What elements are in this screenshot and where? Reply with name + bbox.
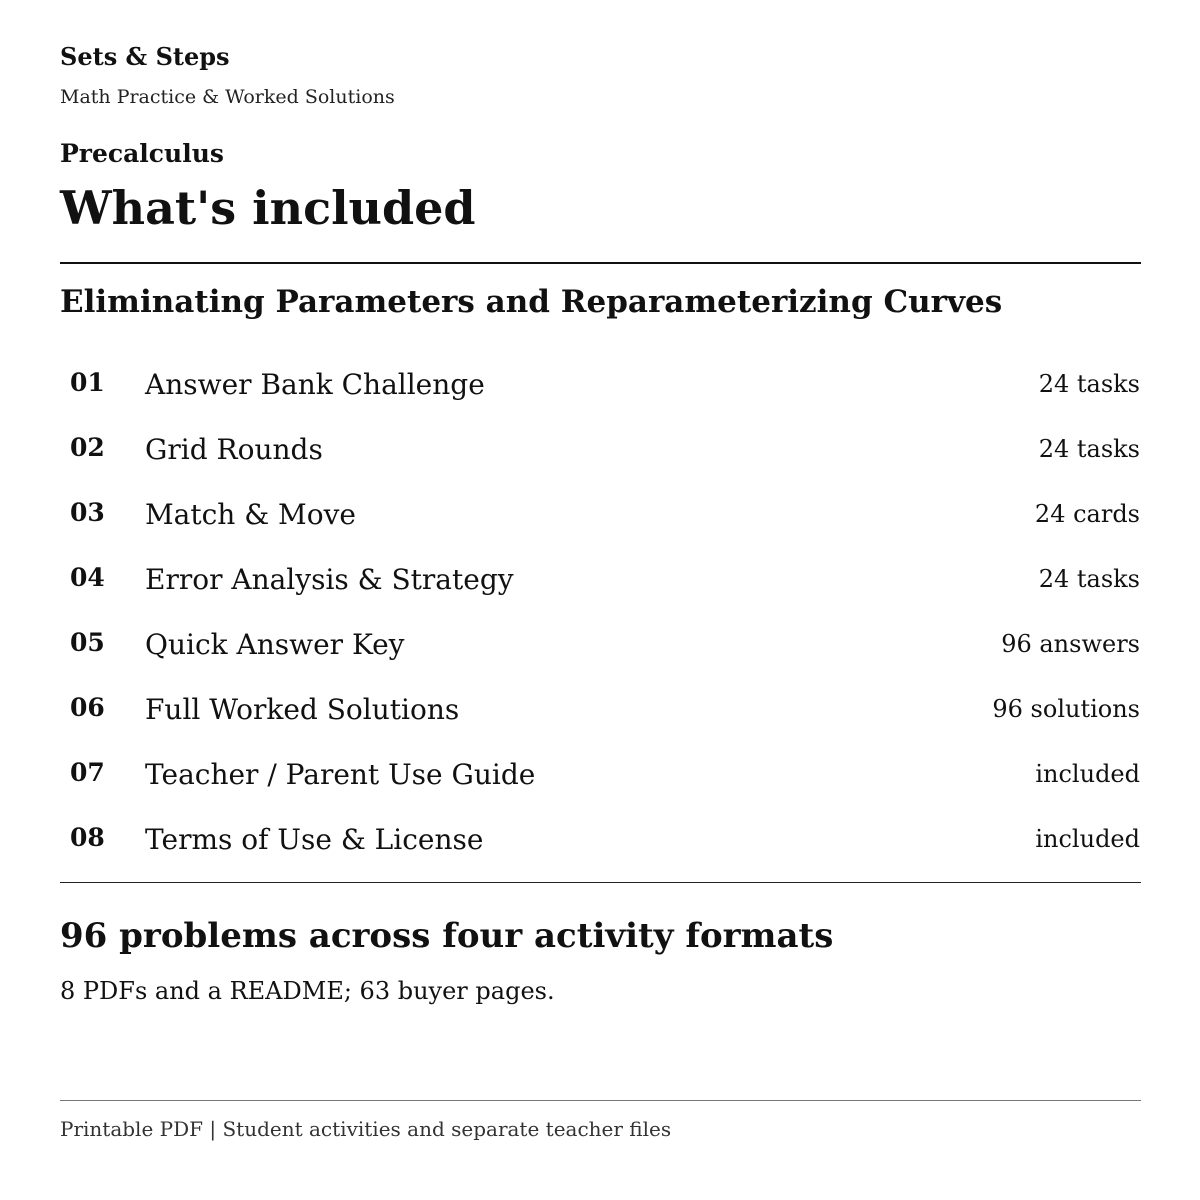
contents-row — [60, 482, 1140, 547]
item-number: 08 — [70, 823, 105, 852]
page-title: What's included — [60, 181, 476, 235]
item-title: Match & Move — [145, 498, 356, 531]
item-number: 01 — [70, 368, 105, 397]
item-count: 24 tasks — [1038, 435, 1140, 463]
summary-heading: 96 problems across four activity formats — [60, 916, 834, 956]
summary-text: 8 PDFs and a README; 63 buyer pages. — [60, 977, 555, 1005]
brand-subtitle: Math Practice & Worked Solutions — [60, 86, 395, 108]
contents-row — [60, 417, 1140, 482]
contents-row — [60, 807, 1140, 872]
contents-row — [60, 547, 1140, 612]
item-count: included — [1035, 760, 1140, 788]
item-count: 96 solutions — [992, 695, 1140, 723]
item-title: Full Worked Solutions — [145, 693, 460, 726]
item-count: 96 answers — [1001, 630, 1140, 658]
item-number: 04 — [70, 563, 105, 592]
brand-title: Sets & Steps — [60, 42, 230, 71]
footer-text: Printable PDF | Student activities and separate teacher files — [60, 1117, 672, 1141]
item-number: 06 — [70, 693, 105, 722]
page — [60, 0, 1141, 1200]
topic-heading: Eliminating Parameters and Reparameterizing Curves — [60, 284, 1003, 320]
contents-list — [60, 352, 1140, 872]
item-count: 24 tasks — [1038, 565, 1140, 593]
item-number: 07 — [70, 758, 105, 787]
item-number: 05 — [70, 628, 105, 657]
item-title: Terms of Use & License — [145, 823, 484, 856]
item-number: 02 — [70, 433, 105, 462]
item-title: Answer Bank Challenge — [145, 368, 485, 401]
item-title: Error Analysis & Strategy — [145, 563, 514, 596]
item-title: Grid Rounds — [145, 433, 323, 466]
item-count: 24 tasks — [1038, 370, 1140, 398]
contents-row — [60, 352, 1140, 417]
contents-row — [60, 742, 1140, 807]
item-number: 03 — [70, 498, 105, 527]
contents-divider — [60, 882, 1141, 883]
item-count: included — [1035, 825, 1140, 853]
item-title: Teacher / Parent Use Guide — [145, 758, 536, 791]
item-count: 24 cards — [1034, 500, 1140, 528]
contents-row — [60, 677, 1140, 742]
course-label: Precalculus — [60, 139, 224, 168]
item-title: Quick Answer Key — [145, 628, 405, 661]
contents-row — [60, 612, 1140, 677]
title-divider — [60, 262, 1141, 264]
footer-divider — [60, 1100, 1141, 1101]
